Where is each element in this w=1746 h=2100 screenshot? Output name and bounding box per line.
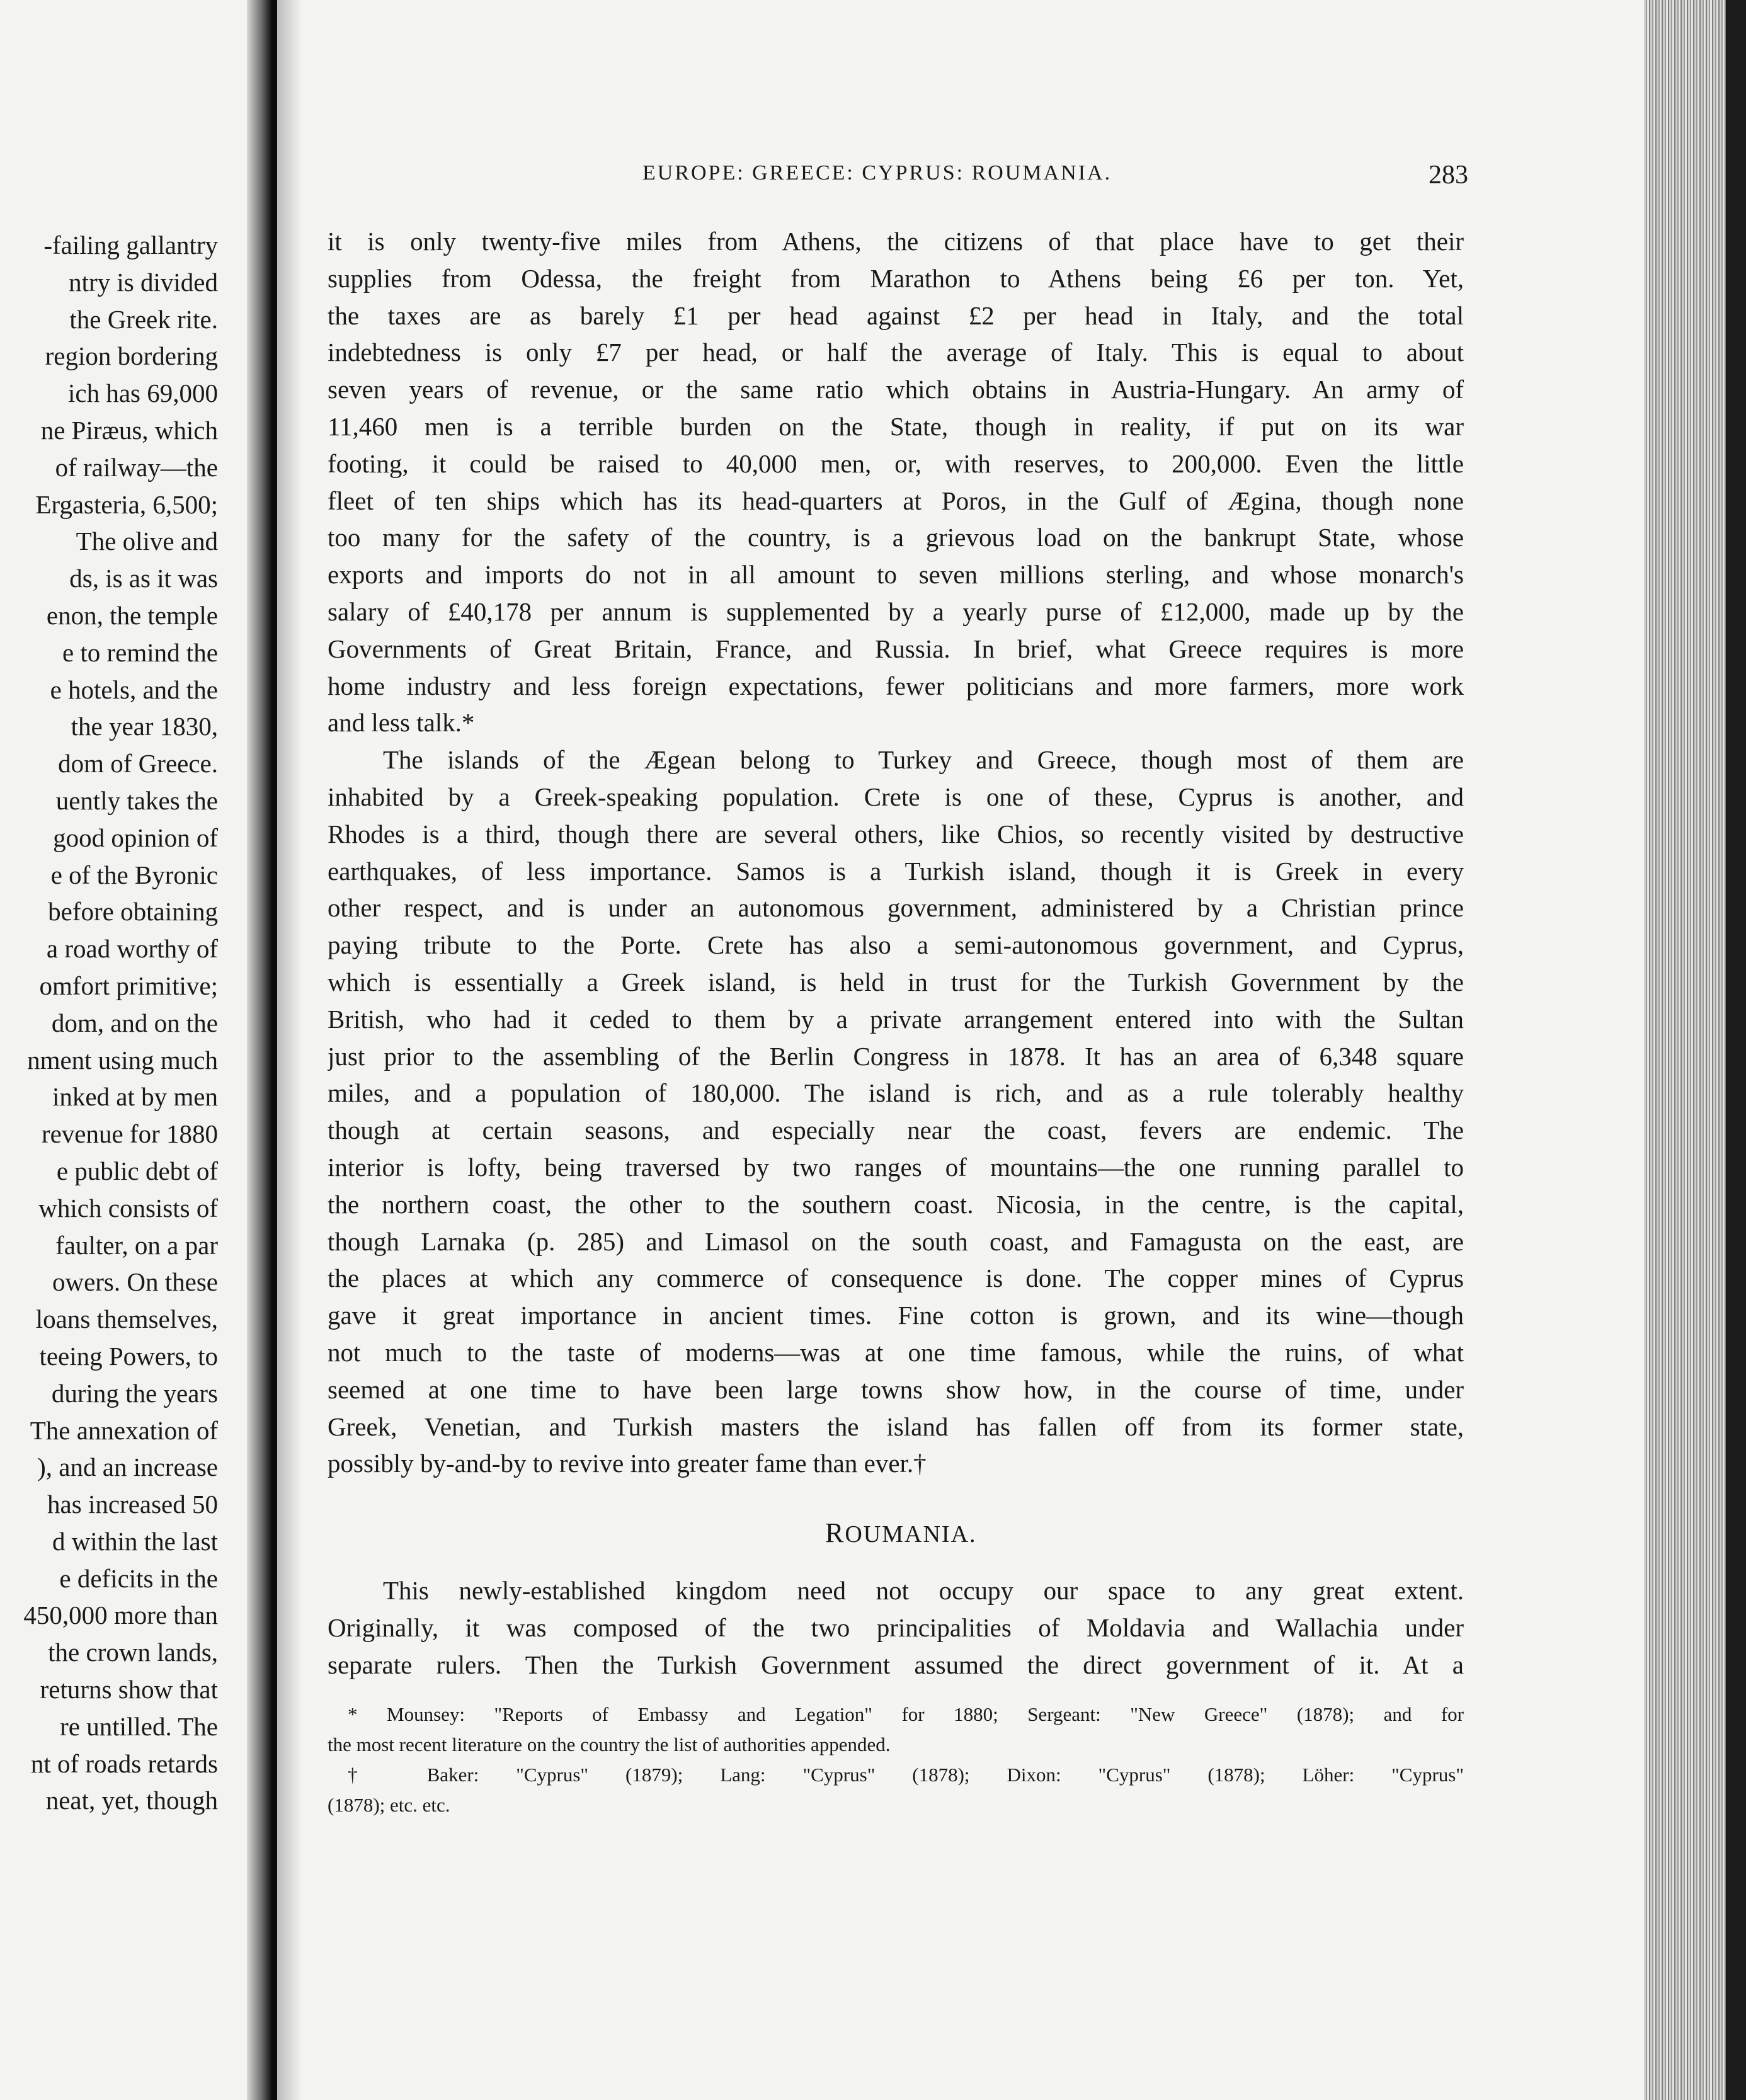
text-line: The olive and: [76, 527, 218, 556]
section-heading-roumania: [825, 1517, 977, 1549]
text-line: e deficits in the: [59, 1563, 218, 1593]
text-line: Governments of Great Britain, France, and Russia. In brief, what Greece requires is more: [328, 634, 1464, 663]
paragraph-greece-finances: [328, 223, 1464, 1482]
text-line: the crown lands,: [48, 1638, 218, 1667]
text-line: uently takes the: [55, 785, 218, 815]
text-line: loans themselves,: [35, 1304, 218, 1334]
text-line: nt of roads retards: [30, 1749, 218, 1778]
text-line: 450,000 more than: [23, 1601, 218, 1630]
book-spine-shadow: [247, 0, 272, 2100]
text-line: enon, the temple: [46, 600, 218, 630]
text-line: e of the Byronic: [50, 860, 218, 889]
text-line: seemed at one time to have been large towns show how, in the course of time, under: [328, 1374, 1464, 1404]
text-line: dom of Greece.: [58, 749, 218, 779]
text-line: nment using much: [27, 1045, 218, 1075]
running-title: EUROPE: GREECE: CYPRUS: ROUMANIA.: [642, 161, 1112, 185]
text-line: separate rulers. Then the Turkish Government assumed the direct government of it. At a: [328, 1650, 1464, 1679]
text-line: good opinion of: [53, 823, 218, 852]
text-line: inked at by men: [52, 1082, 218, 1112]
footnote-line: the most recent literature on the country the list of authorities appended.: [328, 1733, 891, 1755]
text-line: ne Piræus, which: [40, 415, 218, 445]
text-line: paying tribute to the Porte. Crete has also a semi-autonomous government, and Cyprus,: [328, 930, 1464, 960]
text-line: inhabited by a Greek-speaking population. Crete is one of these, Cyprus is another, and: [328, 782, 1464, 811]
text-line: owers. On these: [52, 1267, 218, 1297]
text-line: just prior to the assembling of the Berlin Congress in 1878. It has an area of 6,348 square: [328, 1041, 1464, 1071]
text-line: salary of £40,178 per annum is supplemented by a yearly purse of £12,000, made up by the: [328, 596, 1464, 626]
text-line: omfort primitive;: [39, 971, 218, 1000]
text-line: ds, is as it was: [69, 564, 218, 593]
paragraph-roumania: [328, 1572, 1464, 1683]
text-line: British, who had it ceded to them by a private arrangement entered into with the Sultan: [328, 1004, 1464, 1034]
text-line: possibly by-and-by to revive into greater fame than ever.†: [328, 1449, 927, 1478]
text-line: fleet of ten ships which has its head-quarters at Poros, in the Gulf of Ægina, though none: [328, 486, 1464, 515]
text-line: Ergasteria, 6,500;: [35, 489, 218, 519]
text-line: footing, it could be raised to 40,000 men, or, with reserves, to 200,000. Even the little: [328, 448, 1464, 478]
text-line: ), and an increase: [37, 1452, 218, 1482]
text-line: a road worthy of: [46, 934, 218, 964]
text-line: has increased 50: [47, 1490, 218, 1519]
text-line: the places at which any commerce of consequence is done. The copper mines of Cyprus: [328, 1264, 1464, 1293]
text-line: ich has 69,000: [68, 379, 218, 408]
text-line: returns show that: [40, 1675, 218, 1704]
text-line: home industry and less foreign expectations, fewer politicians and more farmers, more work: [328, 671, 1464, 700]
text-line: miles, and a population of 180,000. The island is rich, and as a rule tolerably healthy: [328, 1078, 1464, 1108]
page-gutter: [277, 0, 302, 2100]
text-line: seven years of revenue, or the same ratio which obtains in Austria-Hungary. An army of: [328, 375, 1464, 404]
footnote-line: * Mounsey: "Reports of Embassy and Legation" for 1880; Sergeant: "New Greece" (1878); and for: [348, 1703, 1464, 1725]
text-line: though at certain seasons, and especially near the coast, fevers are endemic. The: [328, 1116, 1464, 1145]
text-line: during the years: [51, 1378, 218, 1408]
text-line: gave it great importance in ancient times. Fine cotton is grown, and its wine—though: [328, 1301, 1464, 1330]
text-line: The islands of the Ægean belong to Turkey and Greece, though most of them are: [383, 745, 1464, 775]
page-number: 283: [1429, 161, 1468, 190]
heading-rest: OUMANIA.: [845, 1521, 977, 1548]
text-line: Rhodes is a third, though there are several others, like Chios, so recently visited by destructive: [328, 819, 1464, 848]
text-line: neat, yet, though: [45, 1786, 218, 1815]
text-line: though Larnaka (p. 285) and Limasol on the south coast, and Famagusta on the east, are: [328, 1226, 1464, 1256]
text-line: Greek, Venetian, and Turkish masters the island has fallen off from its former state,: [328, 1412, 1464, 1441]
text-line: e public debt of: [56, 1156, 218, 1185]
text-line: The annexation of: [30, 1415, 218, 1445]
text-line: dom, and on the: [51, 1008, 218, 1037]
text-line: not much to the taste of moderns—was at one time famous, while the ruins, of what: [328, 1337, 1464, 1367]
text-line: Originally, it was composed of the two principalities of Moldavia and Wallachia under: [328, 1612, 1464, 1642]
text-line: earthquakes, of less importance. Samos is a Turkish island, though it is Greek in every: [328, 856, 1464, 886]
text-line: and less talk.*: [328, 708, 475, 738]
text-line: indebtedness is only £7 per head, or half the average of Italy. This is equal to about: [328, 338, 1464, 367]
text-line: region bordering: [45, 341, 218, 371]
text-line: exports and imports do not in all amount to seven millions sterling, and whose monarch's: [328, 560, 1464, 590]
text-line: 11,460 men is a terrible burden on the State, though in reality, if put on its war: [328, 411, 1464, 441]
text-line: ntry is divided: [69, 267, 218, 297]
text-line: This newly-established kingdom need not occupy our space to any great extent.: [383, 1576, 1464, 1605]
text-line: which is essentially a Greek island, is held in trust for the Turkish Government by the: [328, 967, 1464, 996]
text-line: the taxes are as barely £1 per head against £2 per head in Italy, and the total: [328, 300, 1464, 330]
text-line: of railway—the: [55, 452, 218, 482]
text-line: e hotels, and the: [50, 675, 218, 704]
text-line: before obtaining: [48, 897, 218, 927]
text-line: the Greek rite.: [69, 304, 218, 334]
text-line: faulter, on a par: [55, 1230, 218, 1260]
previous-page: [0, 0, 257, 2100]
previous-page-text: [0, 227, 218, 1819]
footnote-line: (1878); etc. etc.: [328, 1794, 450, 1816]
text-line: d within the last: [52, 1526, 218, 1556]
text-line: it is only twenty-five miles from Athens, the citizens of that place have to get their: [328, 227, 1464, 256]
text-line: -failing gallantry: [43, 231, 218, 260]
text-line: the northern coast, the other to the southern coast. Nicosia, in the centre, is the capital,: [328, 1189, 1464, 1219]
footnote-line: † Baker: "Cyprus" (1879); Lang: "Cyprus" (1878); Dixon: "Cyprus" (1878); Löher: "Cyprus": [348, 1764, 1464, 1786]
text-line: the year 1830,: [71, 712, 218, 741]
text-line: too many for the safety of the country, is a grievous load on the bankrupt State, whose: [328, 523, 1464, 552]
text-line: revenue for 1880: [41, 1119, 218, 1149]
text-line: supplies from Odessa, the freight from Marathon to Athens being £6 per ton. Yet,: [328, 263, 1464, 293]
book-edge-background: [1726, 0, 1746, 2100]
text-line: other respect, and is under an autonomous government, administered by a Christian prince: [328, 893, 1464, 923]
text-line: which consists of: [38, 1193, 218, 1223]
text-line: re untilled. The: [60, 1711, 218, 1741]
footnotes: [328, 1699, 1464, 1820]
text-line: e to remind the: [62, 637, 218, 667]
text-line: interior is lofty, being traversed by two ranges of mountains—the one running parallel to: [328, 1152, 1464, 1182]
text-line: teeing Powers, to: [39, 1341, 218, 1371]
heading-initial: R: [825, 1517, 845, 1548]
